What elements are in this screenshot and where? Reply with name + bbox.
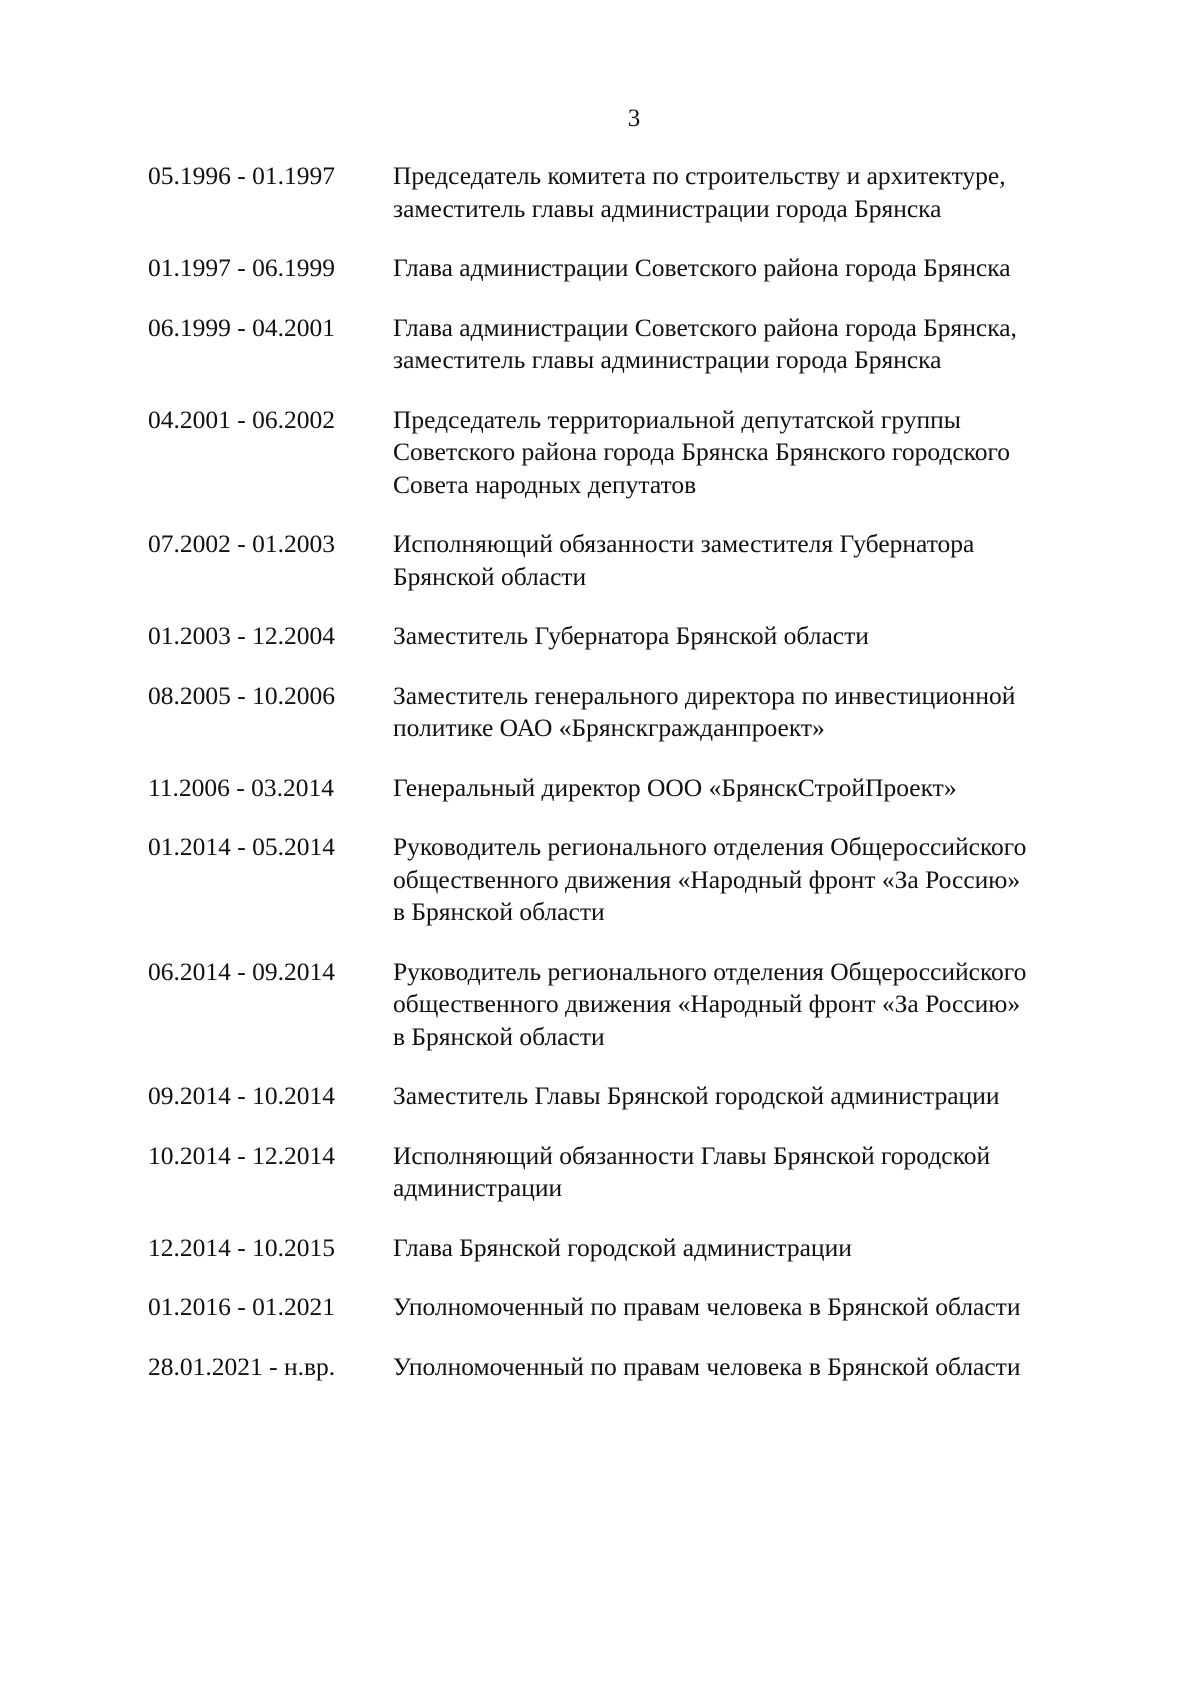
career-entry	[148, 1232, 1128, 1265]
career-entry	[148, 1351, 1128, 1384]
career-entry	[148, 772, 1128, 805]
entry-position: Председатель территориальной депутатской группы Советского района города Брянска Брянского городского Совета народных депутатов	[393, 404, 1011, 499]
entry-period: 11.2006 - 03.2014	[148, 772, 335, 802]
entry-period: 01.2003 - 12.2004	[148, 621, 335, 650]
page-number: 3	[627, 105, 641, 132]
entry-position: Глава Брянской городской администрации	[393, 1232, 852, 1262]
entry-position: Уполномоченный по правам человека в Брянской области	[393, 1351, 1021, 1381]
career-entry	[148, 1080, 1128, 1113]
career-entry	[148, 831, 1128, 929]
career-entry	[148, 956, 1128, 1054]
entry-period: 06.2014 - 09.2014	[148, 956, 335, 986]
career-entry	[148, 528, 1128, 593]
career-entry	[148, 404, 1128, 502]
entry-period: 10.2014 - 12.2014	[148, 1140, 335, 1170]
career-entry	[148, 312, 1128, 377]
entry-position: Уполномоченный по правам человека в Брянской области	[393, 1292, 1021, 1321]
career-entry	[148, 1140, 1128, 1205]
career-entry	[148, 680, 1128, 745]
entry-position: Глава администрации Советского района города Брянска	[393, 253, 1011, 282]
career-entry	[148, 160, 1128, 225]
entry-position: Руководитель регионального отделения Общероссийского общественного движения «Народный фронт «За Россию» в Брянской области	[393, 832, 1027, 926]
entry-position: Председатель комитета по строительству и архитектуре, заместитель главы администрации города Брянска	[393, 161, 1006, 223]
entry-period: 09.2014 - 10.2014	[148, 1081, 335, 1110]
career-entry	[148, 252, 1128, 285]
entry-position: Исполняющий обязанности Главы Брянской городской администрации	[393, 1140, 991, 1202]
entry-period: 08.2005 - 10.2006	[148, 680, 335, 710]
entry-position: Глава администрации Советского района города Брянска, заместитель главы администрации города Брянска	[393, 312, 1017, 374]
entry-period: 01.2014 - 05.2014	[148, 832, 335, 861]
entry-period: 04.2001 - 06.2002	[148, 404, 335, 434]
entry-period: 05.1996 - 01.1997	[148, 161, 335, 190]
entry-position: Заместитель Главы Брянской городской администрации	[393, 1081, 1000, 1110]
entry-position: Исполняющий обязанности заместителя Губернатора Брянской области	[393, 529, 975, 591]
entry-period: 01.2016 - 01.2021	[148, 1292, 335, 1321]
entry-position: Генеральный директор ООО «БрянскСтройПроект»	[393, 772, 957, 802]
career-entry	[148, 620, 1128, 653]
entry-position: Заместитель Губернатора Брянской области	[393, 621, 869, 650]
entry-position: Руководитель регионального отделения Общероссийского общественного движения «Народный фронт «За Россию» в Брянской области	[393, 956, 1027, 1051]
career-entries	[148, 160, 1128, 1383]
entry-period: 07.2002 - 01.2003	[148, 529, 335, 558]
entry-period: 01.1997 - 06.1999	[148, 253, 335, 282]
entry-period: 12.2014 - 10.2015	[148, 1232, 335, 1262]
entry-period: 28.01.2021 - н.вр.	[148, 1351, 336, 1381]
entry-position: Заместитель генерального директора по инвестиционной политике ОАО «Брянскгражданпроект»	[393, 680, 1016, 742]
entry-period: 06.1999 - 04.2001	[148, 312, 335, 342]
career-entry	[148, 1291, 1128, 1324]
